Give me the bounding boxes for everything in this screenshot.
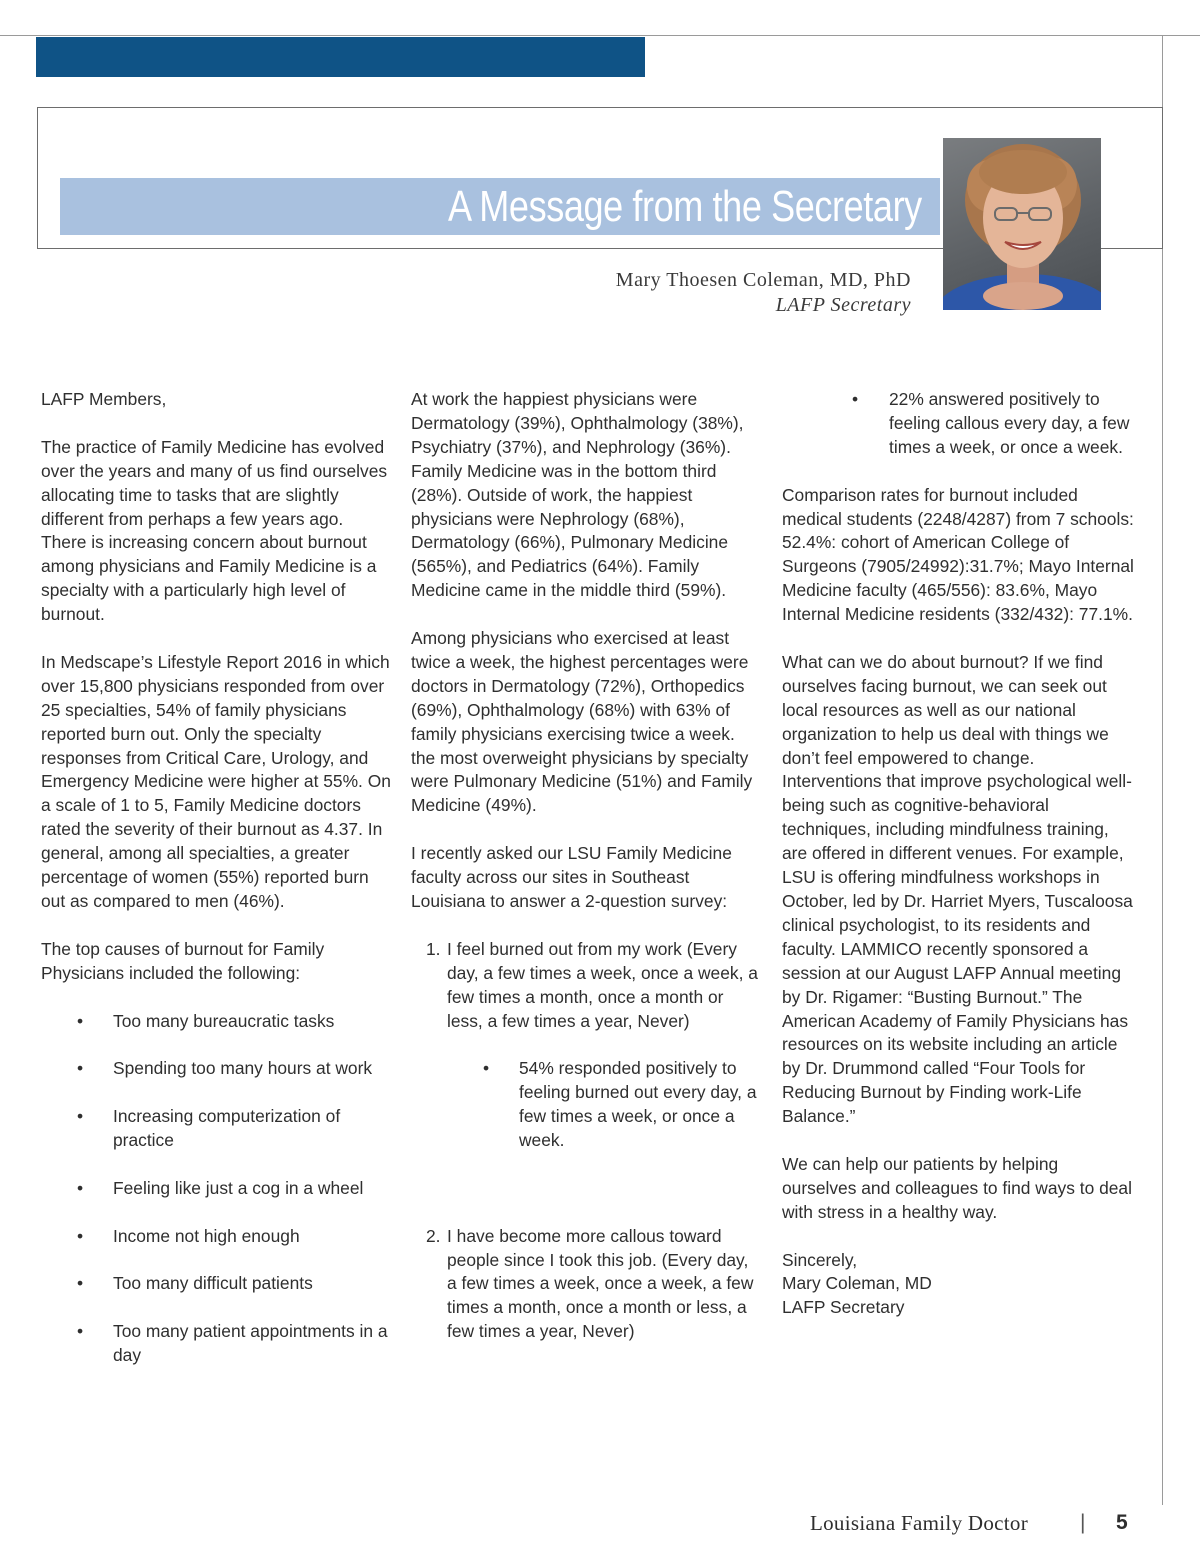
portrait-image [943,138,1101,310]
list-item: • Feeling like just a cog in a wheel [41,1177,391,1201]
footer-separator: | [1080,1511,1086,1534]
question-number: 1. [426,938,441,959]
author-name: Mary Thoesen Coleman, MD, PhD [615,269,911,291]
paragraph: In Medscape’s Lifestyle Report 2016 in which over 15,800 physicians responded from over 25 specialties, 54% of family physicians reported burn out. Only the specialty responses from Critical Care, Urology, and Emergency Medicine were higher at 55%. On a scale of 1 to 5, Family Medicine doctors rated the severity of their burnout as 4.37. In general, among all specialties, a greater percentage of women (55%) reported burn out as compared to men (46%). [41,651,391,911]
list-item: • Too many bureaucratic tasks [41,1010,391,1034]
list-item: • 54% responded positively to feeling burned out every day, a few times a week, or once a week. [483,1058,757,1151]
list-item: • Income not high enough [41,1225,391,1249]
paragraph: Comparison rates for burnout included medical students (2248/4287) from 7 schools: 52.4%: cohort of American College of Surgeons (7905/24992):31.7%; Mayo Internal Medicine faculty (465/556): 83.6%, Mayo Internal Medicine residents (332/432): 77.1%. [782,484,1134,625]
right-rule [1162,35,1163,1505]
survey-result-2 [782,388,1134,460]
signature-role: LAFP Secretary [782,1297,905,1318]
list-item: • Too many difficult patients [41,1272,391,1296]
author-byline [420,268,911,318]
page-number: 5 [1116,1511,1128,1534]
bullet-icon: • [77,1321,84,1342]
column-2 [411,388,761,1368]
paragraph: At work the happiest physicians were Dermatology (39%), Ophthalmology (38%), Psychiatry (37%), and Nephrology (36%). Family Medicine was in the bottom third (28%). Outside of work, the happiest physicians were Nephrology (68%), Dermatology (66%), Pulmonary Medicine (565%), and Pediatrics (64%). Family Medicine came in the middle third (59%). [411,389,744,601]
paragraph: I recently asked our LSU Family Medicine faculty across our sites in Southeast Louisiana to answer a 2-question survey: [411,843,732,911]
burnout-causes-list [41,1010,391,1369]
page-title: A Message from the Secretary [448,182,922,231]
top-rule [0,35,1200,36]
bullet-icon: • [77,1058,84,1079]
author-portrait [943,138,1101,310]
author-role: LAFP Secretary [775,294,911,316]
list-item: • Increasing computerization of practice [77,1106,341,1150]
closing: Sincerely, [782,1249,858,1270]
signature-name: Mary Coleman, MD [782,1273,932,1294]
list-item: • 22% answered positively to feeling callous every day, a few times a week, or once a week. [852,389,1130,457]
paragraph: We can help our patients by helping ourselves and colleagues to find ways to deal with stress in a healthy way. [782,1153,1132,1222]
question-text: I have become more callous toward people since I took this job. (Every day, a few times a week, once a week, a few times a month, once a month or less, a few times a year, Never) [447,1225,754,1342]
column-1 [41,388,391,1392]
bullet-icon: • [483,1058,490,1079]
bullet-icon: • [852,389,859,409]
paragraph: Among physicians who exercised at least twice a week, the highest percentages were doctors in Dermatology (72%), Orthopedics (69%), Ophthalmology (68%) with 63% of family physicians exercising twice a week. the most overweight physicians by specialty were Pulmonary Medicine (51%) and Family Medicine (49%). [411,628,753,816]
survey-question-1 [411,938,761,1034]
column-3 [782,388,1134,1320]
survey-result-1 [411,1057,761,1153]
paragraph: The practice of Family Medicine has evolved over the years and many of us find ourselves allocating time to tasks that are slightly different from perhaps a few years ago. There is increasing concern about burnout among physicians and Family Medicine is a specialty with a particularly high level of burnout. [41,436,388,625]
paragraph: The top causes of burnout for Family Physicians included the following: [41,938,325,983]
salutation: LAFP Members, [41,389,167,409]
bullet-icon: • [77,1010,84,1031]
header-color-bar [36,37,645,77]
magazine-title: Louisiana Family Doctor [810,1511,1029,1535]
paragraph: What can we do about burnout? If we find ourselves facing burnout, we can seek out local resources as well as our national organization to help us deal with things we don’t feel empowered to change. Interventions that improve psychological well-being such as cognitive-behavioral techniques, including mindfulness training, are offered in different venues. For example, LSU is offering mindfulness workshops in October, led by Dr. Harriet Myers, Tuscaloosa clinical psychologist, to its residents and faculty. LAMMICO recently sponsored a session at our August LAFP Annual meeting by Dr. Rigamer: “Busting Burnout.” The American Academy of Family Physicians has resources on its website including an article by Dr. Drummond called “Four Tools for Reducing Burnout by Finding work-Life Balance.” [782,651,1133,1127]
question-number: 2. [426,1225,441,1246]
page-footer [740,1511,1132,1541]
bullet-icon: • [77,1273,84,1294]
question-text: I feel burned out from my work (Every day, a few times a week, once a week, a few times a month, once a month or less, a few times a year, Never) [447,938,758,1031]
list-item: • Spending too many hours at work [41,1057,391,1081]
title-band [60,178,940,235]
list-item: • Too many patient appointments in a day [77,1321,388,1366]
bullet-icon: • [77,1225,84,1246]
survey-question-2 [411,1225,761,1345]
bullet-icon: • [77,1106,84,1127]
bullet-icon: • [77,1177,84,1198]
